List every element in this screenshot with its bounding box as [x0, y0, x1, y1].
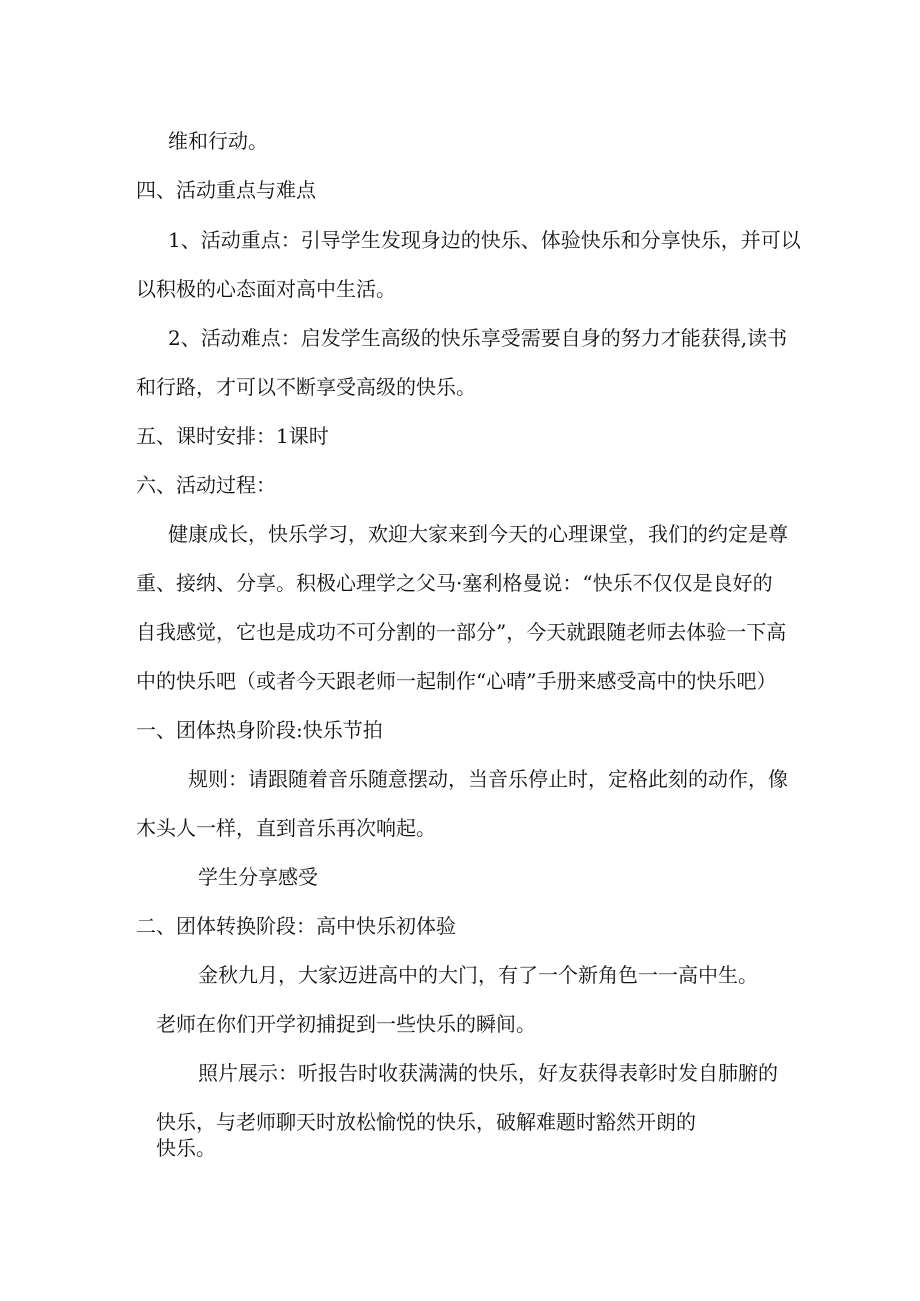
section-heading: 二、团体转换阶段：高中快乐初体验: [136, 914, 456, 938]
section-heading: 六、活动过程：: [136, 473, 276, 497]
text-line: 快乐。: [156, 1136, 216, 1160]
text-line: 维和行动。: [168, 129, 268, 153]
text-line: 金秋九月，大家迈进高中的大门，有了一个新角色一一高中生。: [198, 963, 758, 987]
text-line: 木头人一样，直到音乐再次响起。: [136, 816, 436, 840]
section-heading: 一、团体热身阶段:快乐节拍: [136, 718, 383, 742]
text-line: 学生分享感受: [198, 865, 318, 889]
section-heading: 四、活动重点与难点: [136, 178, 316, 202]
text-line: 自我感觉，它也是成功不可分割的一部分”，今天就跟随老师去体验一下高: [136, 620, 787, 644]
text-line: 以积极的心态面对高中生活。: [136, 277, 396, 301]
text-line: 老师在你们开学初捕捉到一些快乐的瞬间。: [156, 1012, 536, 1036]
section-heading: 五、课时安排：1课时: [136, 424, 329, 448]
text-line: 重、接纳、分享。积极心理学之父马·塞利格曼说：“快乐不仅仅是良好的: [136, 571, 773, 595]
text-line: 照片展示：听报告时收获满满的快乐，好友获得表彰时发自肺腑的: [198, 1061, 778, 1085]
text-line: 快乐，与老师聊天时放松愉悦的快乐，破解难题时豁然开朗的: [156, 1110, 696, 1134]
text-line: 规则：请跟随着音乐随意摆动，当音乐停止时，定格此刻的动作，像: [188, 767, 788, 791]
text-line: 1、活动重点：引导学生发现身边的快乐、体验快乐和分享快乐，并可以: [168, 228, 801, 252]
text-line: 健康成长，快乐学习，欢迎大家来到今天的心理课堂，我们的约定是尊: [168, 522, 788, 546]
text-line: 和行路，才可以不断享受高级的快乐。: [136, 375, 476, 399]
text-line: 2、活动难点：启发学生高级的快乐享受需要自身的努力才能获得,读书: [168, 326, 788, 350]
text-line: 中的快乐吧（或者今天跟老师一起制作“心晴”手册来感受高中的快乐吧）: [136, 669, 777, 693]
